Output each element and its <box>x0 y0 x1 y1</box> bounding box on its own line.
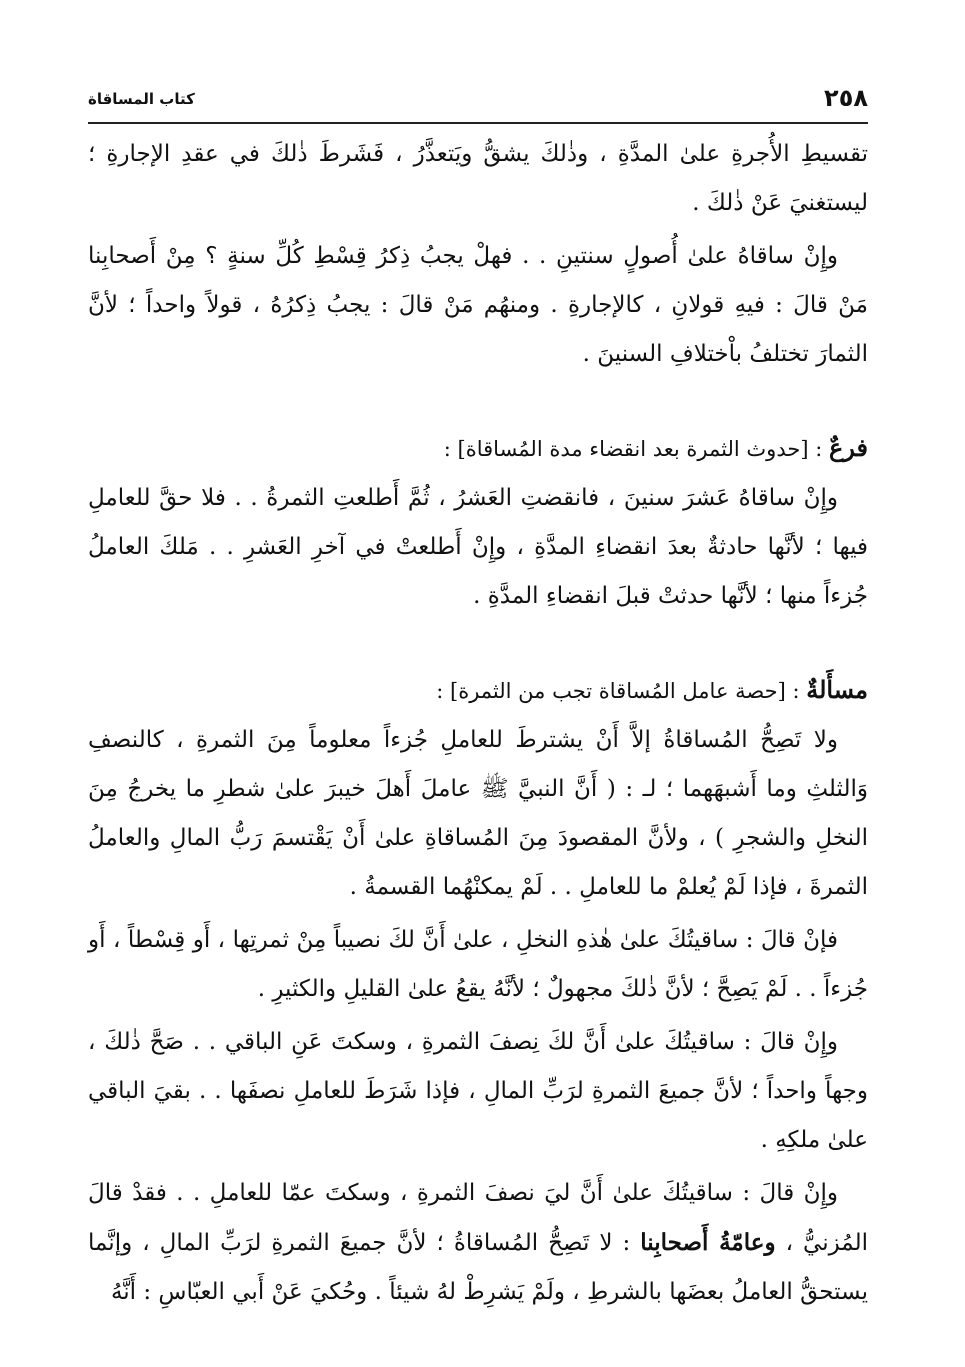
heading-title-masala: : [حصة عامل المُساقاة تجب من الثمرة] : <box>436 679 807 703</box>
section-heading-masala <box>88 665 868 716</box>
paragraph-7-part-b: : لا تَصِحُّ المُساقاةُ ؛ لأنَّ جميعَ الثمرةِ لرَبِّ المالِ ، وإنَّما يستحقُّ العاملُ بعضَها بالشرطِ ، ولَمْ يَشرِطْ لهُ شيئاً . وحُكيَ عَنْ أَبي العبّاسِ : أَنَّهُ <box>88 1230 868 1305</box>
section-heading-far <box>88 423 868 474</box>
paragraph-7-emphasis: وعامّةُ أَصحابِنا <box>640 1229 776 1256</box>
paragraph-2: وإِنْ ساقاهُ علىٰ أُصولٍ سنتينِ . . فهلْ يجبُ ذِكرُ قِسْطِ كُلِّ سنةٍ ؟ مِنْ أَصحابِنا مَنْ قالَ : فيهِ قولانِ ، كالإجارةِ . ومنهُم مَنْ قالَ : يجبُ ذِكرُهُ ، قولاً واحداً ؛ لأنَّ الثمارَ تختلفُ باْختلافِ السنينَ . <box>88 243 868 367</box>
running-header <box>88 84 868 114</box>
paragraph-5: فإنْ قالَ : ساقيتُكَ علىٰ هٰذهِ النخلِ ، علىٰ أَنَّ لكَ نصيباً مِنْ ثمرتِها ، أَو قِسْطاً ، أَو جُزءاً . . لَمْ يَصِحَّ ؛ لأنَّ ذٰلكَ مجهولٌ ؛ لأنَّهُ يقعُ علىٰ القليلِ والكثيرِ . <box>88 927 868 1002</box>
header-rule <box>88 122 868 124</box>
paragraph-3: وإِنْ ساقاهُ عَشرَ سنينَ ، فانقضتِ العَشرُ ، ثُمَّ أَطلعتِ الثمرةُ . . فلا حقَّ للعاملِ فيها ؛ لأنَّها حادثةٌ بعدَ انقضاءِ المدَّةِ ، وإِنْ أَطلعتْ في آخرِ العَشرِ . . مَلكَ العاملُ جُزءاً منها ؛ لأنَّها حدثتْ قبلَ انقضاءِ المدَّةِ . <box>88 485 868 609</box>
paragraph-7 <box>88 1169 868 1317</box>
paragraph-6: وإِنْ قالَ : ساقيتُكَ علىٰ أَنَّ لكَ نِصفَ الثمرةِ ، وسكتَ عَنِ الباقي . . صَحَّ ذٰلكَ ، وجهاً واحداً ؛ لأنَّ جميعَ الثمرةِ لرَبِّ المالِ ، فإذا شَرَطَ للعاملِ نصفَها . . بقيَ الباقي علىٰ ملكِهِ . <box>88 1029 868 1153</box>
paragraph-4: ولا تَصِحُّ المُساقاةُ إلاَّ أَنْ يشترطَ للعاملِ جُزءاً معلوماً مِنَ الثمرةِ ، كالنصفِ وَالثلثِ وما أَشبهَهما ؛ لـ : ( أَنَّ النبيَّ ﷺ عاملَ أَهلَ خيبرَ علىٰ شطرِ ما يخرجُ مِنَ النخلِ والشجرِ ) ، ولأنَّ المقصودَ مِنَ المُساقاةِ علىٰ أَنْ يَقْتسمَ رَبُّ المالِ والعاملُ الثمرةَ ، فإذا لَمْ يُعلمْ ما للعاملِ . . لَمْ يمكنْهُما القسمةُ . <box>88 727 868 900</box>
page-number: ٢٥٨ <box>824 84 868 112</box>
heading-label-far: فرعٌ <box>828 433 868 462</box>
heading-title-far: : [حدوث الثمرة بعد انقضاء مدة المُساقاة] : <box>443 437 829 461</box>
heading-label-masala: مسأَلةٌ <box>806 675 868 704</box>
paragraph-1: تقسيطِ الأُجرةِ علىٰ المدَّةِ ، وذٰلكَ يشقُّ ويَتعذَّرُ ، فَشَرطَ ذٰلكَ في عقدِ الإجارةِ ؛ ليستغنيَ عَنْ ذٰلكَ . <box>88 141 868 216</box>
paragraph-7-part-a: وإِنْ قالَ : ساقيتُكَ علىٰ أَنَّ ليَ نصفَ الثمرةِ ، وسكتَ عمّا للعاملِ . . فقدْ قالَ المُزنيُّ ، <box>88 1180 868 1256</box>
book-title: كتاب المساقاة <box>88 90 195 108</box>
book-page <box>88 84 868 1344</box>
